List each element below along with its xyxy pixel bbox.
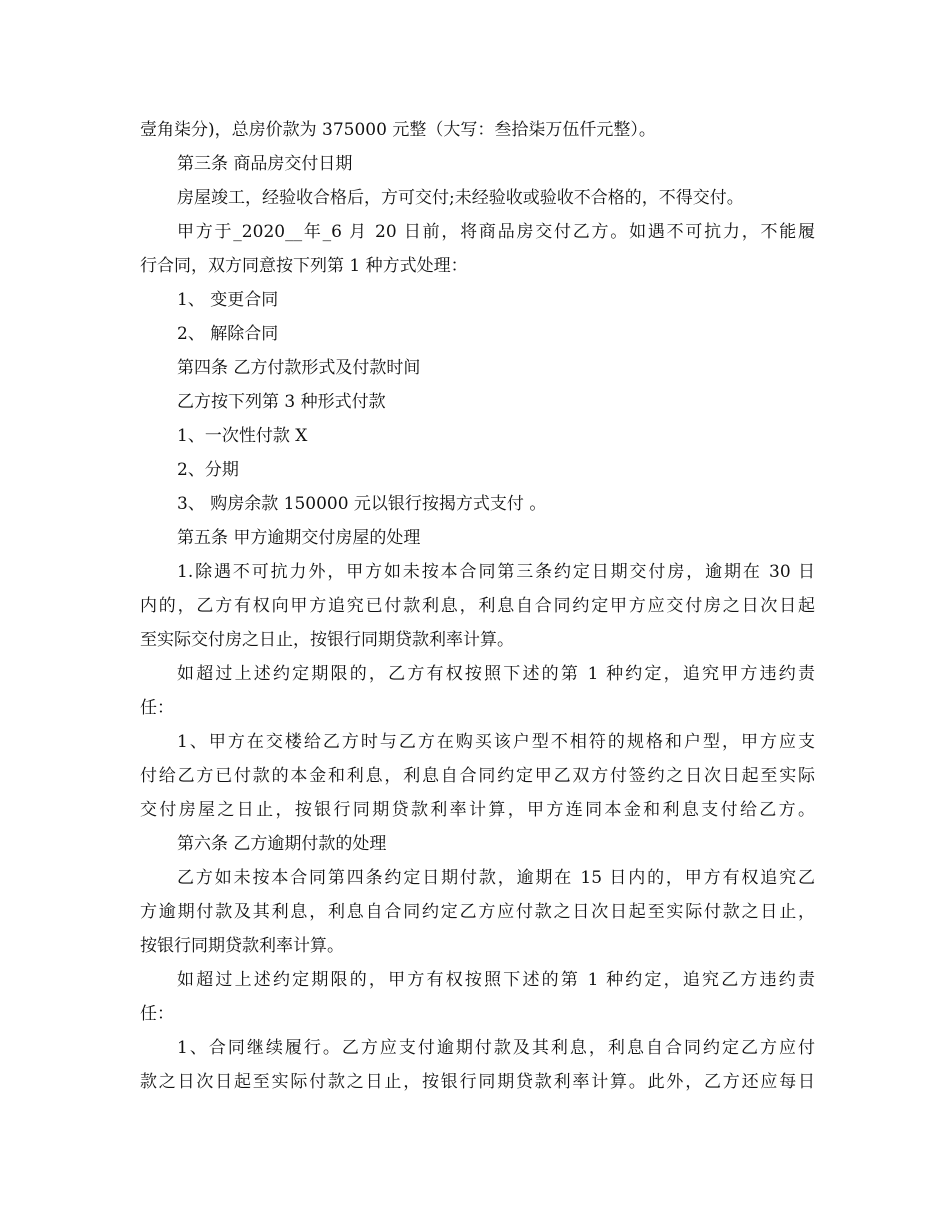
list-item: 3、 购房余款 150000 元以银行按揭方式支付 。: [177, 494, 547, 514]
text-line: 壹角柒分)，总房价款为 375000 元整（大写：叁拾柒万伍仟元整）。: [140, 120, 656, 140]
text-line: 1、合同继续履行。乙方应支付逾期付款及其利息，利息自合同约定乙方应付: [177, 1038, 815, 1058]
text-line: 如超过上述约定期限的，乙方有权按照下述的第 1 种约定，追究甲方违约责: [177, 664, 815, 684]
text-line: 至实际交付房之日止，按银行同期贷款利率计算。: [140, 630, 514, 650]
text-line: 交付房屋之日止，按银行同期贷款利率计算，甲方连同本金和利息支付给乙方。: [140, 800, 815, 820]
list-item: 2、 解除合同: [177, 324, 279, 344]
article-heading: 第六条 乙方逾期付款的处理: [177, 834, 387, 854]
article-heading: 第三条 商品房交付日期: [177, 154, 353, 174]
text-line: 方逾期付款及其利息，利息自合同约定乙方应付款之日次日起至实际付款之日止，: [140, 902, 815, 922]
text-line: 任：: [140, 1004, 174, 1024]
text-line: 行合同，双方同意按下列第 1 种方式处理：: [140, 256, 468, 276]
text-line: 如超过上述约定期限的，甲方有权按照下述的第 1 种约定，追究乙方违约责: [177, 970, 815, 990]
text-line: 乙方如未按本合同第四条约定日期付款，逾期在 15 日内的，甲方有权追究乙: [177, 868, 815, 888]
text-line: 1、甲方在交楼给乙方时与乙方在购买该户型不相符的规格和户型，甲方应支: [177, 732, 815, 752]
article-heading: 第五条 甲方逾期交付房屋的处理: [177, 528, 421, 548]
text-line: 任：: [140, 698, 174, 718]
text-line: 乙方按下列第 3 种形式付款: [177, 392, 386, 412]
text-line: 房屋竣工，经验收合格后，方可交付;未经验收或验收不合格的，不得交付。: [177, 188, 744, 208]
article-heading: 第四条 乙方付款形式及付款时间: [177, 358, 421, 378]
text-line: 付给乙方已付款的本金和利息，利息自合同约定甲乙双方付签约之日次日起至实际: [140, 766, 815, 786]
list-item: 1、一次性付款 X: [177, 426, 308, 446]
text-line: 内的，乙方有权向甲方追究已付款利息，利息自合同约定甲方应交付房之日次日起: [140, 596, 815, 616]
list-item: 1、 变更合同: [177, 290, 279, 310]
list-item: 2、分期: [177, 460, 239, 480]
text-line: 1.除遇不可抗力外，甲方如未按本合同第三条约定日期交付房，逾期在 30 日: [177, 562, 815, 582]
text-line: 按银行同期贷款利率计算。: [140, 936, 344, 956]
text-line: 甲方于_2020__年_6 月 20 日前，将商品房交付乙方。如遇不可抗力，不能履: [177, 222, 815, 242]
text-line: 款之日次日起至实际付款之日止，按银行同期贷款利率计算。此外，乙方还应每日: [140, 1072, 815, 1092]
